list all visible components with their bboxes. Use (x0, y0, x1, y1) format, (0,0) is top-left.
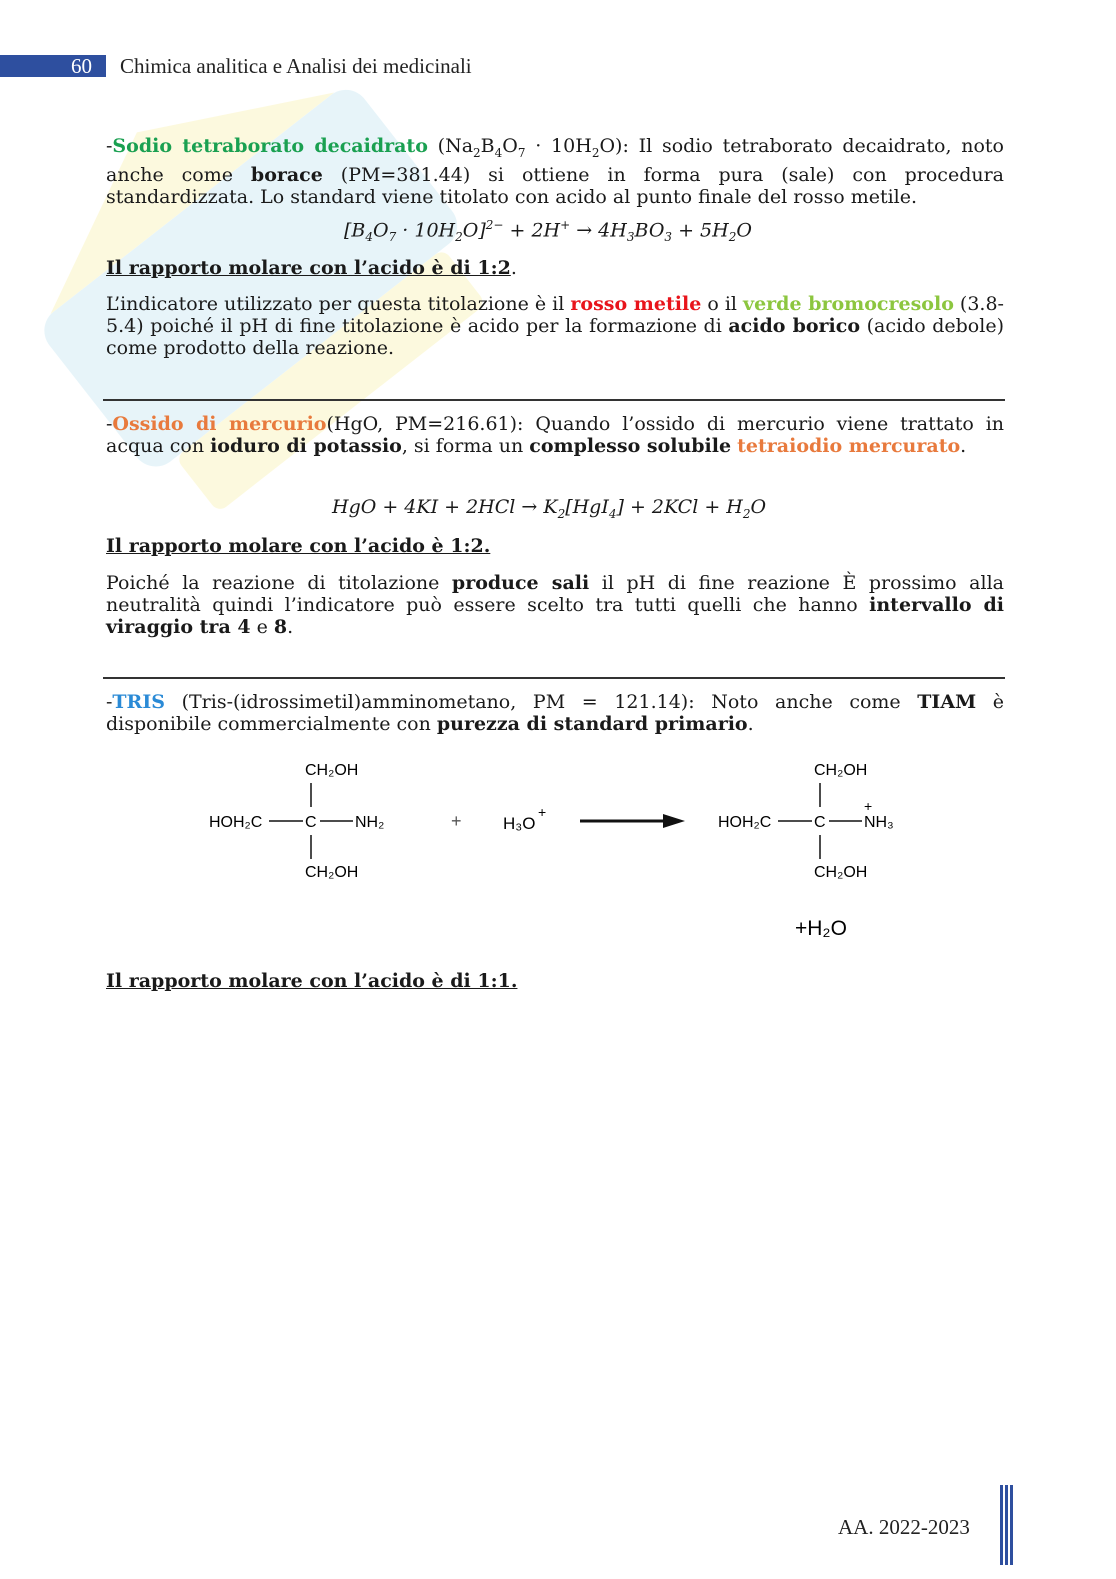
borax-name: Sodio tetraborato decaidrato (112, 135, 428, 157)
plus-sign: + (451, 811, 462, 831)
tris-molar-ratio: Il rapporto molare con l’acido è di 1:1. (106, 970, 518, 992)
book-title: Chimica analitica e Analisi dei medicinali (120, 54, 472, 78)
academic-year: AA. 2022-2023 (838, 1515, 970, 1539)
purezza-term: purezza di standard primario (436, 713, 748, 735)
product-center-c: C (814, 814, 826, 831)
tris-amine: NH₂ (355, 814, 385, 831)
rosso-metile-term: rosso metile (570, 293, 702, 315)
hydronium: H₃O (503, 814, 536, 833)
footer-accent-bars (1000, 1485, 1016, 1565)
tris-intro: -TRIS (Tris-(idrossimetil)amminometano, PM = 121.14): Noto anche come TIAM è disponibile commercialmente con purezza di standard primario. (106, 691, 1004, 735)
acido-borico-term: acido borico (728, 315, 861, 337)
product-bottom-ch2oh: CH₂OH (814, 864, 868, 881)
product-top-ch2oh: CH₂OH (814, 762, 868, 779)
hydronium-charge: + (538, 804, 547, 820)
section-divider-2 (103, 677, 1005, 679)
intervallo-term: intervallo di viraggio tra 4 (106, 594, 1005, 638)
complesso-term: complesso solubile (529, 435, 732, 457)
tris-name: TRIS (112, 691, 165, 713)
water-product: +H₂O (795, 917, 847, 940)
hgo-intro: -Ossido di mercurio(HgO, PM=216.61): Quando l’ossido di mercurio viene trattato in acqua con ioduro di potassio, si forma un complesso solubile tetraiodio mercurato. (106, 413, 1005, 457)
watermark-logo (20, 30, 500, 550)
product-left-hoh2c: HOH₂C (718, 814, 772, 831)
tris-reaction-scheme (195, 755, 915, 950)
verde-bromocresolo-term: verde bromocresolo (743, 293, 954, 315)
borax-equation: $[B_4O_7 \cdot 10H_2O]^{2-} + 2H^+ \to 4H_3BO_3 + 5H_2O$ (344, 218, 752, 245)
hgo-molar-ratio: Il rapporto molare con l’acido è 1:2. (106, 535, 491, 557)
produce-sali-term: produce sali (451, 572, 590, 594)
tris-center-c: C (305, 814, 317, 831)
hgo-name: Ossido di mercurio (112, 413, 327, 435)
tetraiodio-term: tetraiodio mercurato (737, 435, 961, 457)
product-ammonium-charge: + (864, 798, 873, 814)
hgo-equation: HgO + $4KI + 2HCl \to K_2[HgI_4] + 2KCl + H_2O$ (332, 496, 767, 521)
ioduro-term: ioduro di potassio (210, 435, 402, 457)
section-divider-1 (103, 399, 1005, 401)
borace-term: borace (250, 163, 323, 186)
page-number: 60 (71, 54, 92, 78)
tris-bottom-ch2oh: CH₂OH (305, 864, 359, 881)
product-ammonium: NH₃ (864, 814, 894, 831)
borax-indicator-paragraph: L’indicatore utilizzato per questa titolazione è il rosso metile o il verde bromocresolo (3.8-5.4) poiché il pH di fine titolazione è acido per la formazione di acido borico (acido debole) come prodotto della reazione. (106, 293, 1004, 359)
tris-left-hoh2c: HOH₂C (209, 814, 263, 831)
tiam-term: TIAM (917, 691, 977, 713)
borax-intro: -Sodio tetraborato decaidrato $(Na_2B_4O_7 \cdot 10H_2O)$: Il sodio tetraborato decaidrato, noto anche come borace (PM=381.44) si ottiene in forma pura (sale) con procedura standardizzata. Lo standard viene titolato con acido al punto finale del rosso metile. (106, 135, 1005, 208)
tris-top-ch2oh: CH₂OH (305, 762, 359, 779)
hgo-indicator-paragraph: Poiché la reazione di titolazione produce sali il pH di fine reazione È prossimo alla neutralità quindi l’indicatore può essere scelto tra tutti quelli che hanno intervallo di viraggio tra 4 e 8. (106, 572, 1005, 638)
borax-molar-ratio: Il rapporto molare con l’acido è di 1:2. (106, 257, 517, 279)
